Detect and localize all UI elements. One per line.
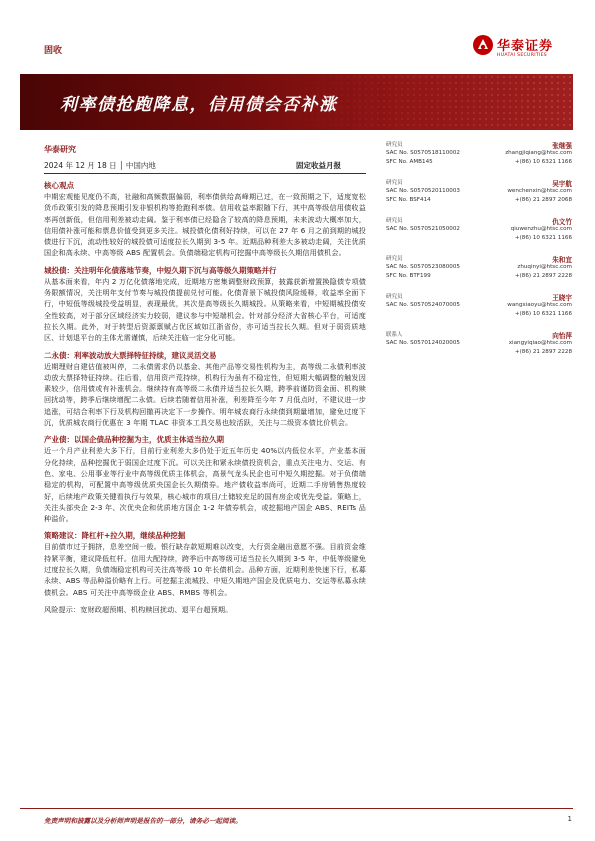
analyst-card bbox=[386, 254, 572, 292]
analyst-license: SAC No. S0570124020005 bbox=[386, 340, 460, 346]
section-body-chengtou: 从基本面来看，年内 2 万亿化债落地完成，近期地方密集调整财政预算，披露获新增置换隐债专项债务限额情况，关注明年支付节奏与城投债提前兑付可能。化债背景下城投债风险缓释，收益率全面下行，中短低等级城投受益明显，表现最优，其次是高等级长久期城投。从策略来看，中短期城投债安全性较高，对于部分区域经济实力较弱，建议参与中短端机会。针对部分经济大省核心平台，可适度拉长久期。此外，对于转型后资源禀赋占优区域如江浙省份，亦可适当拉长久期。但对于弱资质地区、计划退平台的主体尤需谨慎，后续关注临一定分化可能。 bbox=[44, 276, 366, 343]
huatai-logo-icon bbox=[472, 34, 494, 56]
report-body bbox=[44, 180, 366, 615]
report-type: 固定收益月报 bbox=[296, 161, 341, 170]
analyst-card bbox=[386, 178, 572, 216]
section-body-strategy: 目前债市过于拥挤，息差空间一般。银行缺存款短期难以改变，大行资金融出意愿不强。目前资金维持紧平衡，建议降低杠杆。信用大配持续，跨季后中高等级可适当拉长久期到 3-5 年，中低等级避免过度拉长久期，负债端稳定机构可关注高等级 10 年长债机会。品种方面，近期利差快速下行，私募永续、ABS 等品种溢价略有上行。可挖掘主流城投、中短久期地产国企及优质电力、交运等私募永续债机会。ABS 可关注中高等级企业 ABS、RMBS 等机会。 bbox=[44, 542, 366, 597]
analyst-name: 仇文竹 bbox=[552, 218, 572, 226]
analyst-panel bbox=[386, 140, 572, 368]
analyst-license: SAC No. S0570521050002 bbox=[386, 226, 460, 232]
analyst-phone: +(86) 21 2897 2068 bbox=[514, 197, 572, 203]
analyst-phone: +(86) 10 6321 1166 bbox=[514, 311, 572, 317]
analyst-license-sfc: SFC No. BSF414 bbox=[386, 197, 431, 203]
logo-text-en: HUATAI SECURITIES bbox=[497, 53, 548, 58]
footer-divider bbox=[20, 808, 573, 809]
analyst-card bbox=[386, 140, 572, 178]
analyst-name: 王晓宇 bbox=[552, 294, 572, 302]
report-category-tag: 固收 bbox=[44, 46, 63, 56]
analyst-email[interactable]: wangxiaoyu@htsc.com bbox=[507, 302, 572, 308]
analyst-role: 联系人 bbox=[386, 332, 403, 338]
section-heading-chengtou: 城投债：关注明年化债落地节奏，中短久期下沉与高等级久期策略并行 bbox=[44, 265, 277, 275]
company-logo bbox=[472, 34, 572, 66]
analyst-name: 吴宇航 bbox=[552, 180, 572, 188]
analyst-card bbox=[386, 216, 572, 254]
analyst-phone: +(86) 10 6321 1166 bbox=[514, 235, 572, 241]
analyst-card bbox=[386, 292, 572, 330]
section-heading-eryong: 二永债：利率波动放大票择特征持续，建议灵活交易 bbox=[44, 350, 217, 360]
logo-text-cn: 华泰证券 bbox=[497, 39, 554, 54]
title-banner bbox=[20, 74, 573, 130]
analyst-email[interactable]: xiangyiqiao@htsc.com bbox=[508, 340, 572, 346]
analyst-name: 朱和宜 bbox=[552, 256, 572, 264]
analyst-role: 研究员 bbox=[386, 142, 403, 148]
analyst-license-sfc: SFC No. BTF199 bbox=[386, 273, 431, 279]
analyst-email[interactable]: zhuqinyi@htsc.com bbox=[517, 264, 572, 270]
analyst-license: SAC No. S0570524070005 bbox=[386, 302, 460, 308]
footer-disclaimer: 免责声明和披露以及分析师声明是报告的一部分，请务必一起阅读。 bbox=[44, 817, 242, 825]
analyst-phone: +(86) 21 2897 2228 bbox=[514, 349, 572, 355]
analyst-email[interactable]: qiuwenzhu@htsc.com bbox=[510, 226, 572, 232]
analyst-name: 张继强 bbox=[552, 142, 572, 150]
section-body-core: 中期宏观能见度仍不高，社融和高频数据偏弱，利率债供给高峰期已过，在一致预期之下，适度宽松货币政策引发的降息预期引发非银机构等抢跑利率债。信用收益率跟随下行，其中高等级信用债收益率再创新低，但信用利差被动走阔。鉴于利率债已经隐含了较高的降息预期，未来波动大概率加大，信用债补涨可能和票息价值受到更多关注。城投债化债利好持续，可以在 27 年 6 月之前到期的城投债进行下沉，流动性较好的城投债可适度拉长久期到 3-5 年。近期品种利差大多被动走阔，关注优质国企和高永续、中高等级 ABS 配置机会。负债端稳定机构可挖掘中高等级长久期信用债机会。 bbox=[44, 192, 366, 258]
report-title: 利率债抢跑降息，信用债会否补涨 bbox=[60, 95, 338, 115]
analyst-phone: +(86) 21 2897 2228 bbox=[514, 273, 572, 279]
analyst-role: 研究员 bbox=[386, 294, 403, 300]
analyst-email[interactable]: wenchenxin@htsc.com bbox=[507, 188, 572, 194]
section-body-industry: 近一个月产业利差大多下行，目前行业利差大多仍处于近五年历史 40%以内低位水平，产业基本面分化持续，品种挖掘优于弱国企过度下沉。可以关注和紧永续债投资机会，重点关注电力、交运、有色、家电、公用事业等行业中高等级优质主体机会，高景气龙头民企也可中短久期挖掘。对于负债端稳定的机构，可配置中高等级优质央国企长久期债券。地产债收益率尚可，近期二手房销售热度较好，后续地产政策关键看执行与效果，核心城市的项目/土储较充足的国有房企或优先受益。策略上，关注头部央企 2-3 年、次优央企和优质地方国企 1-2 年债券机会，或挖掘地产国企 ABS、REITs 品种溢价。 bbox=[44, 446, 366, 524]
analyst-card bbox=[386, 330, 572, 368]
report-date-region: 2024 年 12 月 18 日 │ 中国内地 bbox=[44, 161, 156, 170]
analyst-role: 研究员 bbox=[386, 218, 403, 224]
analyst-license: SAC No. S0570520110003 bbox=[386, 188, 460, 194]
analyst-role: 研究员 bbox=[386, 256, 403, 262]
analyst-license: SAC No. S0570518110002 bbox=[386, 150, 460, 156]
analyst-role: 研究员 bbox=[386, 180, 403, 186]
section-body-eryong: 近期理财自建估值被叫停，二永债需求仍以基金、其他产品等交易性机构为主，高等级二永债利率波动放大票择特征持续。往后看，信用资产荒持续，机构行为虽有不稳定性，但短期大幅调整的触发因素较少，信用债或有补涨机会。继续持有高等级二永债并适当拉长久期，跨季前谨防资金面、机构赎回扰动等，跨季后继续增配二永债。后续若随着信用补涨，利差降至今年 7 月低点时，不建议进一步追涨，可结合利率下行及机构回撤再决定下一步操作。明年城农商行永续债到期量增加，避免过度下沉，优质城农商行优惠在 3 年期 TLAC 非资本工具交易也较活跃，关注与二级资本债比价机会。 bbox=[44, 361, 366, 428]
research-org: 华泰研究 bbox=[44, 145, 76, 154]
page-number: 1 bbox=[567, 815, 572, 823]
analyst-name: 向怡萍 bbox=[552, 332, 572, 340]
section-heading-industry: 产业债：以国企债品种挖掘为主，优质主体适当拉久期 bbox=[44, 435, 224, 445]
analyst-email[interactable]: zhangjiqiang@htsc.com bbox=[505, 150, 572, 156]
meta-divider bbox=[44, 173, 366, 174]
analyst-phone: +(86) 10 6321 1166 bbox=[514, 159, 572, 165]
analyst-license: SAC No. S0570523080005 bbox=[386, 264, 460, 270]
section-heading-core: 核心观点 bbox=[44, 181, 74, 190]
risk-warning: 风险提示：宽财政超预期、机构赎回扰动、退平台超预期。 bbox=[44, 604, 233, 614]
section-heading-strategy: 策略建议：降杠杆+拉久期，继续品种挖掘 bbox=[44, 531, 186, 541]
analyst-license-sfc: SFC No. AMB145 bbox=[386, 159, 433, 165]
